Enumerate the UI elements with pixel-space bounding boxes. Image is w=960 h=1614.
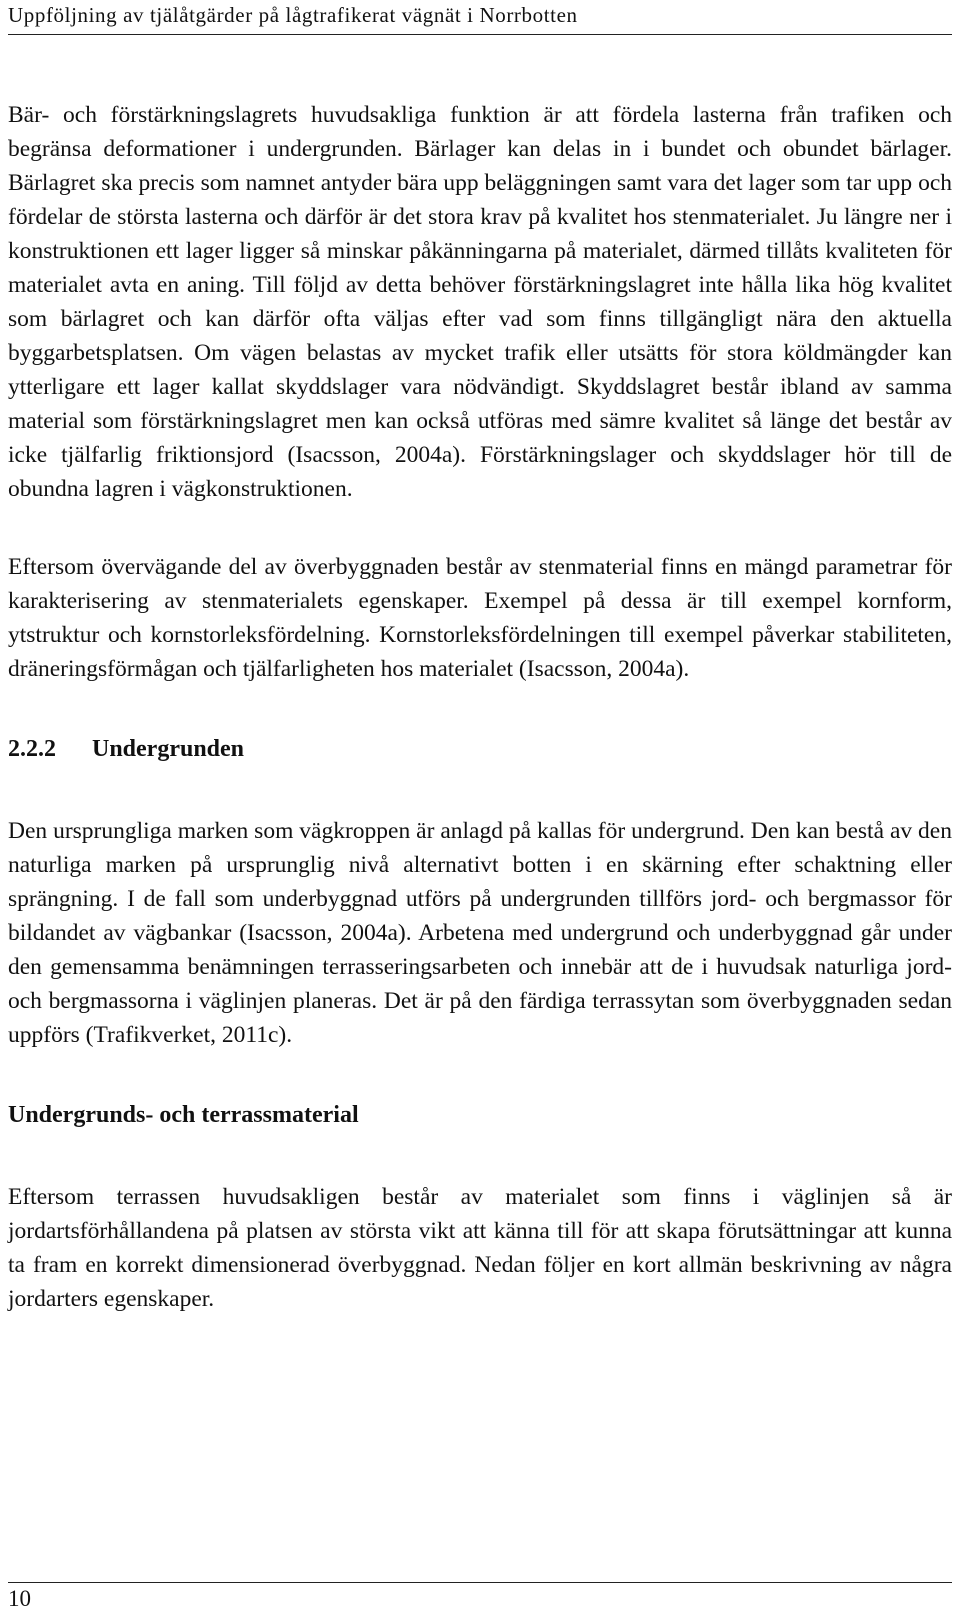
page-content [8, 98, 952, 1316]
page-number: 10 [8, 1586, 31, 1611]
subsection-heading: Undergrunds- och terrassmaterial [8, 1102, 359, 1128]
paragraph-spacer [8, 1052, 952, 1098]
body-paragraph: Eftersom övervägande del av överbyggnaden består av stenmaterial finns en mängd parametrar för karakterisering av stenmaterialets egenskaper. Exempel på dessa är till exempel kornform, ytstruktur och kornstorleksfördelning. Kornstorleksfördelningen till exempel påverkar stabiliteten, dräneringsförmågan och tjälfarligheten hos materialet (Isacsson, 2004a). [8, 554, 952, 682]
footer-rule [8, 1582, 952, 1583]
section-heading [8, 732, 952, 766]
paragraph-spacer [8, 506, 952, 550]
running-header: Uppföljning av tjälåtgärder på lågtrafikerat vägnät i Norrbotten [8, 0, 952, 35]
section-number: 2.2.2 [8, 736, 56, 762]
body-paragraph: Eftersom terrassen huvudsakligen består av materialet som finns i väglinjen så är jordartsförhållandena på platsen av största vikt att känna till för att skapa förutsättningar att kunna ta fram en korrekt dimensionerad överbyggnad. Nedan följer en kort allmän beskrivning av några jordarters egenskaper. [8, 1184, 952, 1312]
paragraph-spacer [8, 686, 952, 732]
body-paragraph: Den ursprungliga marken som vägkroppen är anlagd på kallas för undergrund. Den kan bestå av den naturliga marken på ursprunglig nivå alternativt botten i en skärning efter schaktning eller sprängning. I de fall som underbyggnad utförs på undergrunden tillförs jord- och bergmassor för bildandet av vägbankar (Isacsson, 2004a). Arbetena med undergrund och underbyggnad går under den gemensamma benämningen terrasseringsarbeten och innebär att de i huvudsak naturliga jord- och bergmassorna i väglinjen planeras. Det är på den färdiga terrassytan som överbyggnaden sedan uppförs (Trafikverket, 2011c). [8, 818, 952, 1048]
paragraph-spacer [8, 1132, 952, 1180]
body-paragraph: Bär- och förstärkningslagrets huvudsakliga funktion är att fördela lasterna från trafiken och begränsa deformationer i undergrunden. Bärlager kan delas in i bundet och obundet bärlager. Bärlagret ska precis som namnet antyder bära upp beläggningen samt vara det lager som tar upp och fördelar de största lasterna och därför är det stora krav på kvalitet hos stenmaterialet. Ju längre ner i konstruktionen ett lager ligger så minskar påkänningarna på materialet, därmed tillåts kvaliteten för materialet avta en aning. Till följd av detta behöver förstärkningslagret inte hålla lika hög kvalitet som bärlagret och kan därför ofta väljas efter vad som finns tillgängligt nära den aktuella byggarbetsplatsen. Om vägen belastas av mycket trafik eller utsätts för stora köldmängder kan ytterligare ett lager kallat skyddslager vara nödvändigt. Skyddslagret består ibland av samma material som förstärkningslagret men kan också utföras med sämre kvalitet så länge det består av icke tjälfarlig friktionsjord (Isacsson, 2004a). Förstärkningslager och skyddslager hör till de obundna lagren i vägkonstruktionen. [8, 102, 952, 502]
paragraph-spacer [8, 766, 952, 814]
section-title: Undergrunden [92, 736, 245, 762]
